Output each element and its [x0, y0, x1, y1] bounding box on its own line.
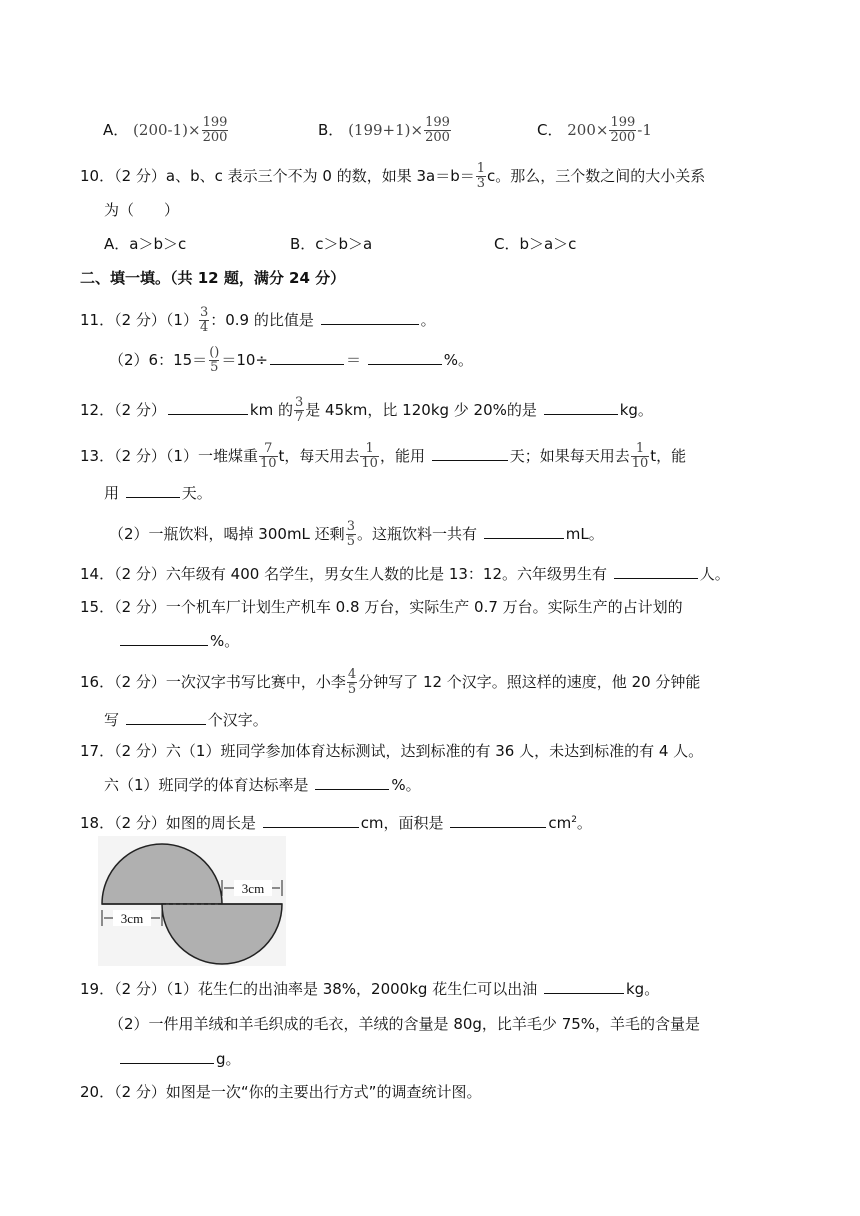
- semicircle-figure: [98, 836, 286, 966]
- q9-option-b: B． (199+1)× $\frac{199}{200}$: [318, 115, 450, 145]
- q10-option-b: B．c＞b＞a: [290, 235, 373, 253]
- q10-option-a: A．a＞b＞c: [104, 235, 187, 253]
- answer-blank[interactable]: [120, 630, 208, 646]
- q19-part1: 19．（2 分）（1）花生仁的出油率是 38%，2000kg 花生仁可以出油 kg。: [80, 980, 660, 998]
- q11-part2: （2）6：15＝ $\frac{()}{5}$ ＝10÷ ＝ %。: [109, 345, 474, 375]
- answer-blank[interactable]: [120, 1048, 214, 1064]
- q12: 12．（2 分） km 的 $\frac{3}{7}$ 是 45km，比 120kg 少 20%的是 kg。: [80, 395, 653, 425]
- answer-blank[interactable]: [126, 482, 180, 498]
- q17-cont: 六（1）班同学的体育达标率是 %。: [104, 776, 421, 794]
- q10-stem-cont: 为（ ）: [104, 201, 180, 219]
- q9-option-a: A． (200-1)× $\frac{199}{200}$: [103, 115, 228, 145]
- answer-blank[interactable]: [321, 309, 419, 325]
- figure-label-right: 3cm: [241, 881, 265, 896]
- answer-blank[interactable]: [126, 709, 206, 725]
- answer-blank[interactable]: [270, 349, 344, 365]
- q13-part1: 13．（2 分）（1）一堆煤重 $\frac{7}{10}$ t，每天用去 $\frac{1}{10}$ ，能用 天；如果每天用去 $\frac{1}{10}$ t，能: [80, 441, 687, 471]
- answer-blank[interactable]: [368, 349, 442, 365]
- q10-option-c: C．b＞a＞c: [494, 235, 577, 253]
- answer-blank[interactable]: [450, 812, 546, 828]
- q13-part2: （2）一瓶饮料，喝掉 300mL 还剩 $\frac{3}{5}$ 。这瓶饮料一共有 mL。: [109, 519, 604, 549]
- answer-blank[interactable]: [168, 399, 248, 415]
- q19-part2: （2）一件用羊绒和羊毛织成的毛衣，羊绒的含量是 80g，比羊毛少 75%，羊毛的含量是: [109, 1015, 701, 1033]
- answer-blank[interactable]: [614, 563, 698, 579]
- answer-blank[interactable]: [432, 445, 508, 461]
- answer-blank[interactable]: [315, 774, 389, 790]
- q20: 20．（2 分）如图是一次“你的主要出行方式”的调查统计图。: [80, 1083, 482, 1101]
- q9-option-c: C． 200× $\frac{199}{200}$ -1: [537, 115, 652, 145]
- answer-blank[interactable]: [263, 812, 359, 828]
- q13-part1-cont: 用 天。: [104, 484, 212, 502]
- answer-blank[interactable]: [544, 978, 624, 994]
- q15-cont: %。: [118, 630, 239, 651]
- q17: 17．（2 分）六（1）班同学参加体育达标测试，达到标准的有 36 人，未达到标准的有 4 人。: [80, 742, 704, 760]
- q19-part2-cont: g。: [118, 1048, 241, 1069]
- q10-stem: 10．（2 分）a、b、c 表示三个不为 0 的数，如果 3a＝b＝ $\frac{1}{3}$ c。那么，三个数之间的大小关系: [80, 161, 706, 191]
- q18: 18．（2 分）如图的周长是 cm，面积是 $cm^2$。: [80, 814, 592, 832]
- q15: 15．（2 分）一个机车厂计划生产机车 0.8 万台，实际生产 0.7 万台。实际生产的占计划的: [80, 598, 683, 616]
- q11-part1: 11．（2 分）（1） $\frac{3}{4}$ ：0.9 的比值是 。: [80, 305, 436, 335]
- answer-blank[interactable]: [544, 399, 618, 415]
- q14: 14．（2 分）六年级有 400 名学生，男女生人数的比是 13：12。六年级男生有 人。: [80, 565, 730, 583]
- figure-label-left: 3cm: [120, 911, 144, 926]
- answer-blank[interactable]: [484, 523, 564, 539]
- q16: 16．（2 分）一次汉字书写比赛中，小李 $\frac{4}{5}$ 分钟写了 12 个汉字。照这样的速度，他 20 分钟能: [80, 667, 701, 697]
- section-heading: 二、填一填。（共 12 题，满分 24 分）: [80, 269, 346, 287]
- q16-cont: 写 个汉字。: [104, 711, 268, 729]
